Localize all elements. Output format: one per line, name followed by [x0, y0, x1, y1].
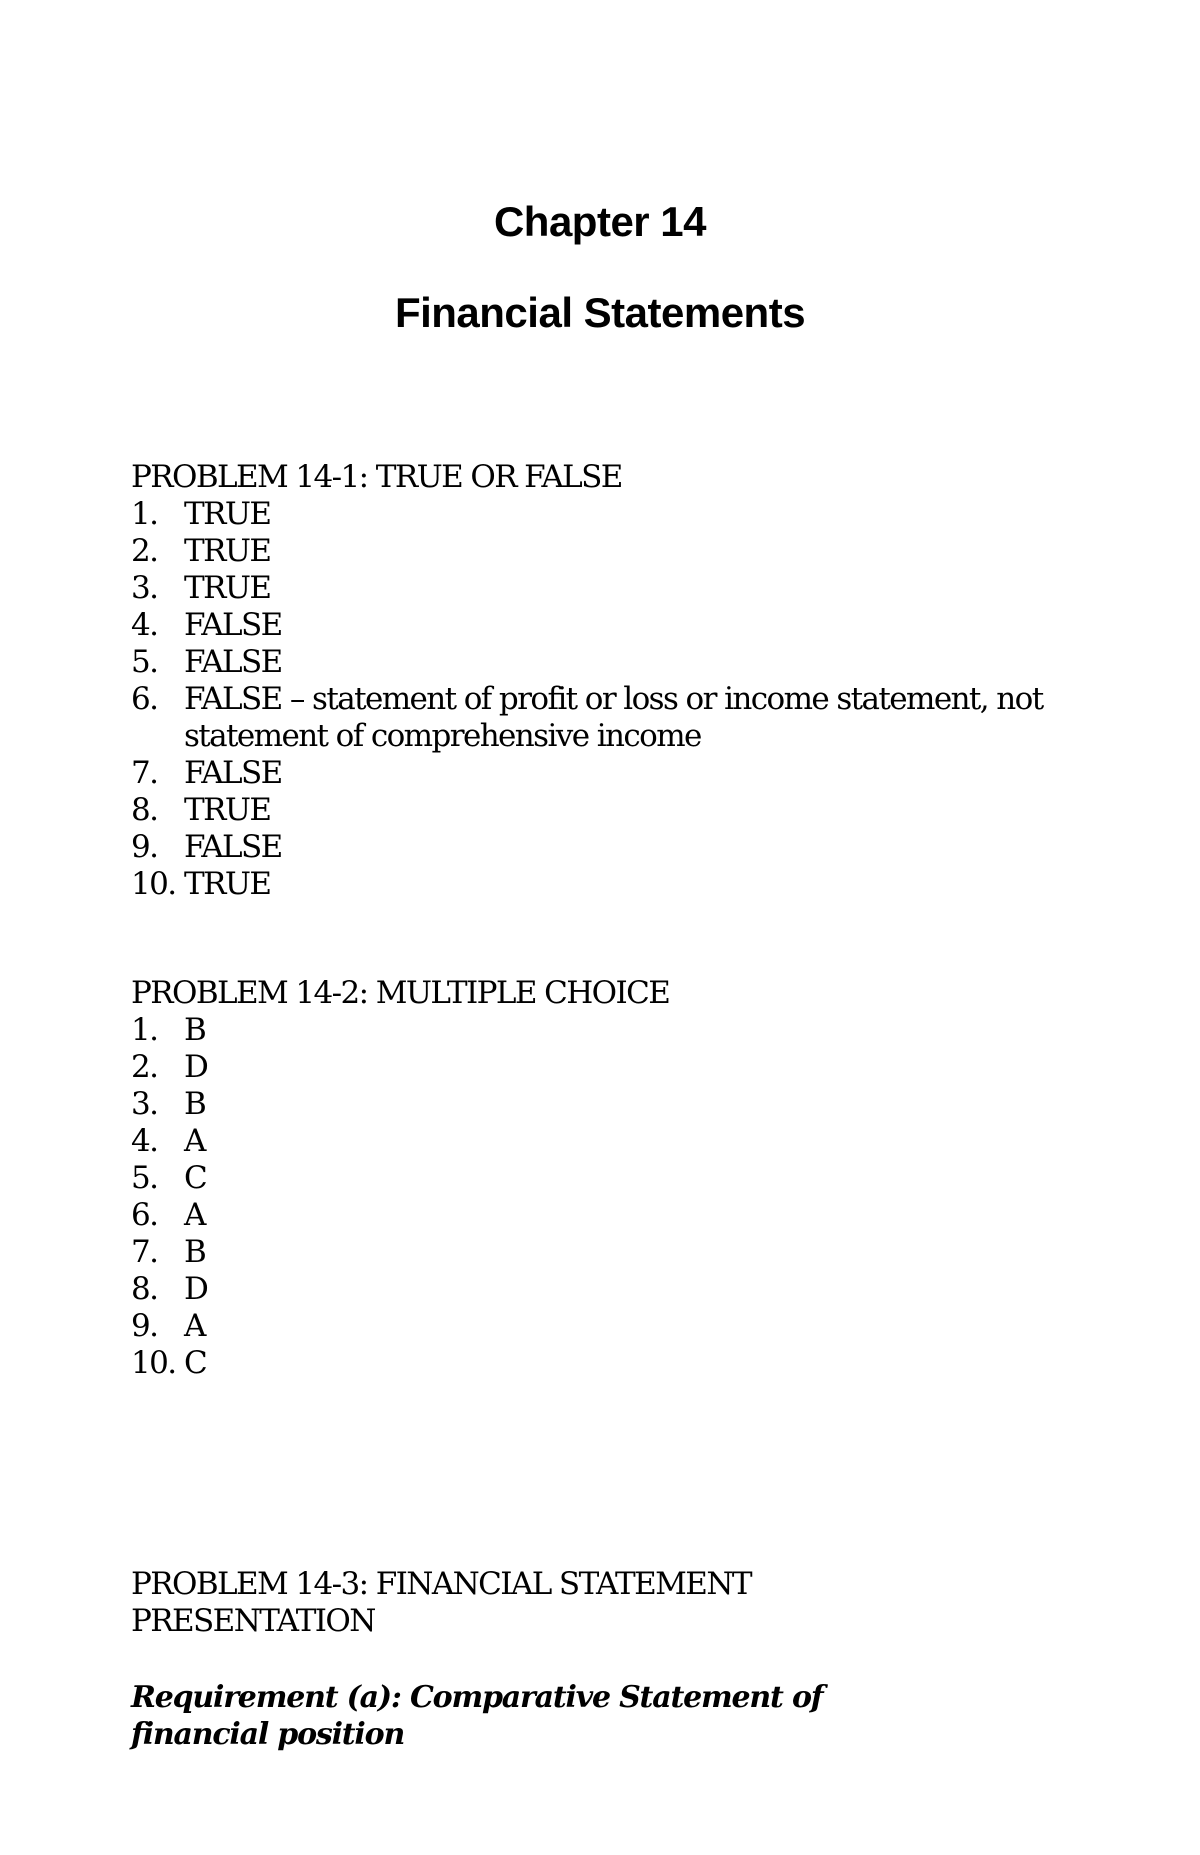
item-answer: A	[184, 1197, 205, 1233]
item-answer: FALSE	[184, 755, 282, 791]
item-number: 8.	[131, 792, 158, 828]
item-number: 10.	[131, 866, 176, 902]
list-item	[131, 533, 1081, 570]
item-number: 5.	[131, 644, 158, 680]
item-number: 2.	[131, 533, 158, 569]
list-item	[131, 1197, 1081, 1234]
answer-list	[131, 496, 1081, 903]
chapter-title: Chapter 14	[493, 198, 707, 245]
list-item	[131, 496, 1081, 533]
item-answer: FALSE	[184, 607, 282, 643]
list-item	[131, 1234, 1081, 1271]
list-item	[131, 1345, 1081, 1382]
item-answer: TRUE	[184, 533, 271, 569]
list-item	[131, 681, 1081, 755]
item-answer: TRUE	[184, 792, 271, 828]
item-answer: TRUE	[184, 496, 271, 532]
item-answer: C	[184, 1345, 207, 1381]
problem-heading: PROBLEM 14-1: TRUE OR FALSE	[131, 459, 622, 495]
list-item	[131, 755, 1081, 792]
item-answer: FALSE	[184, 644, 282, 680]
item-number: 3.	[131, 1086, 158, 1122]
list-item	[131, 1123, 1081, 1160]
list-item	[131, 607, 1081, 644]
item-number: 7.	[131, 755, 158, 791]
list-item	[131, 1308, 1081, 1345]
item-answer: D	[184, 1049, 208, 1085]
item-answer: B	[184, 1086, 206, 1122]
item-answer: FALSE – statement of profit or loss or income statement, not statement of comprehensive income	[184, 681, 1043, 754]
item-number: 8.	[131, 1271, 158, 1307]
item-number: 9.	[131, 829, 158, 865]
problem-14-3	[131, 1566, 911, 1753]
problem-heading: PROBLEM 14-2: MULTIPLE CHOICE	[131, 975, 670, 1011]
item-answer: A	[184, 1123, 205, 1159]
problem-14-2	[131, 975, 1081, 1382]
item-answer: TRUE	[184, 570, 271, 606]
item-number: 5.	[131, 1160, 158, 1196]
problem-heading: PROBLEM 14-3: FINANCIAL STATEMENT PRESENTATION	[131, 1566, 751, 1639]
item-answer: B	[184, 1234, 206, 1270]
item-answer: C	[184, 1160, 207, 1196]
list-item	[131, 866, 1081, 903]
list-item	[131, 1160, 1081, 1197]
item-number: 10.	[131, 1345, 176, 1381]
item-number: 6.	[131, 1197, 158, 1233]
list-item	[131, 792, 1081, 829]
item-number: 2.	[131, 1049, 158, 1085]
chapter-subtitle: Financial Statements	[394, 289, 806, 336]
item-number: 7.	[131, 1234, 158, 1270]
list-item	[131, 570, 1081, 607]
item-number: 6.	[131, 681, 158, 717]
item-answer: D	[184, 1271, 208, 1307]
requirement-heading: Requirement (a): Comparative Statement of financial position	[131, 1680, 823, 1752]
item-number: 1.	[131, 1012, 158, 1048]
item-number: 4.	[131, 607, 158, 643]
item-answer: TRUE	[184, 866, 271, 902]
item-number: 4.	[131, 1123, 158, 1159]
list-item	[131, 644, 1081, 681]
item-number: 1.	[131, 496, 158, 532]
list-item	[131, 1049, 1081, 1086]
item-answer: B	[184, 1012, 206, 1048]
list-item	[131, 829, 1081, 866]
list-item	[131, 1271, 1081, 1308]
item-number: 9.	[131, 1308, 158, 1344]
answer-list	[131, 1012, 1081, 1382]
item-answer: A	[184, 1308, 205, 1344]
item-number: 3.	[131, 570, 158, 606]
list-item	[131, 1086, 1081, 1123]
item-answer: FALSE	[184, 829, 282, 865]
problem-14-1	[131, 459, 1081, 903]
list-item	[131, 1012, 1081, 1049]
